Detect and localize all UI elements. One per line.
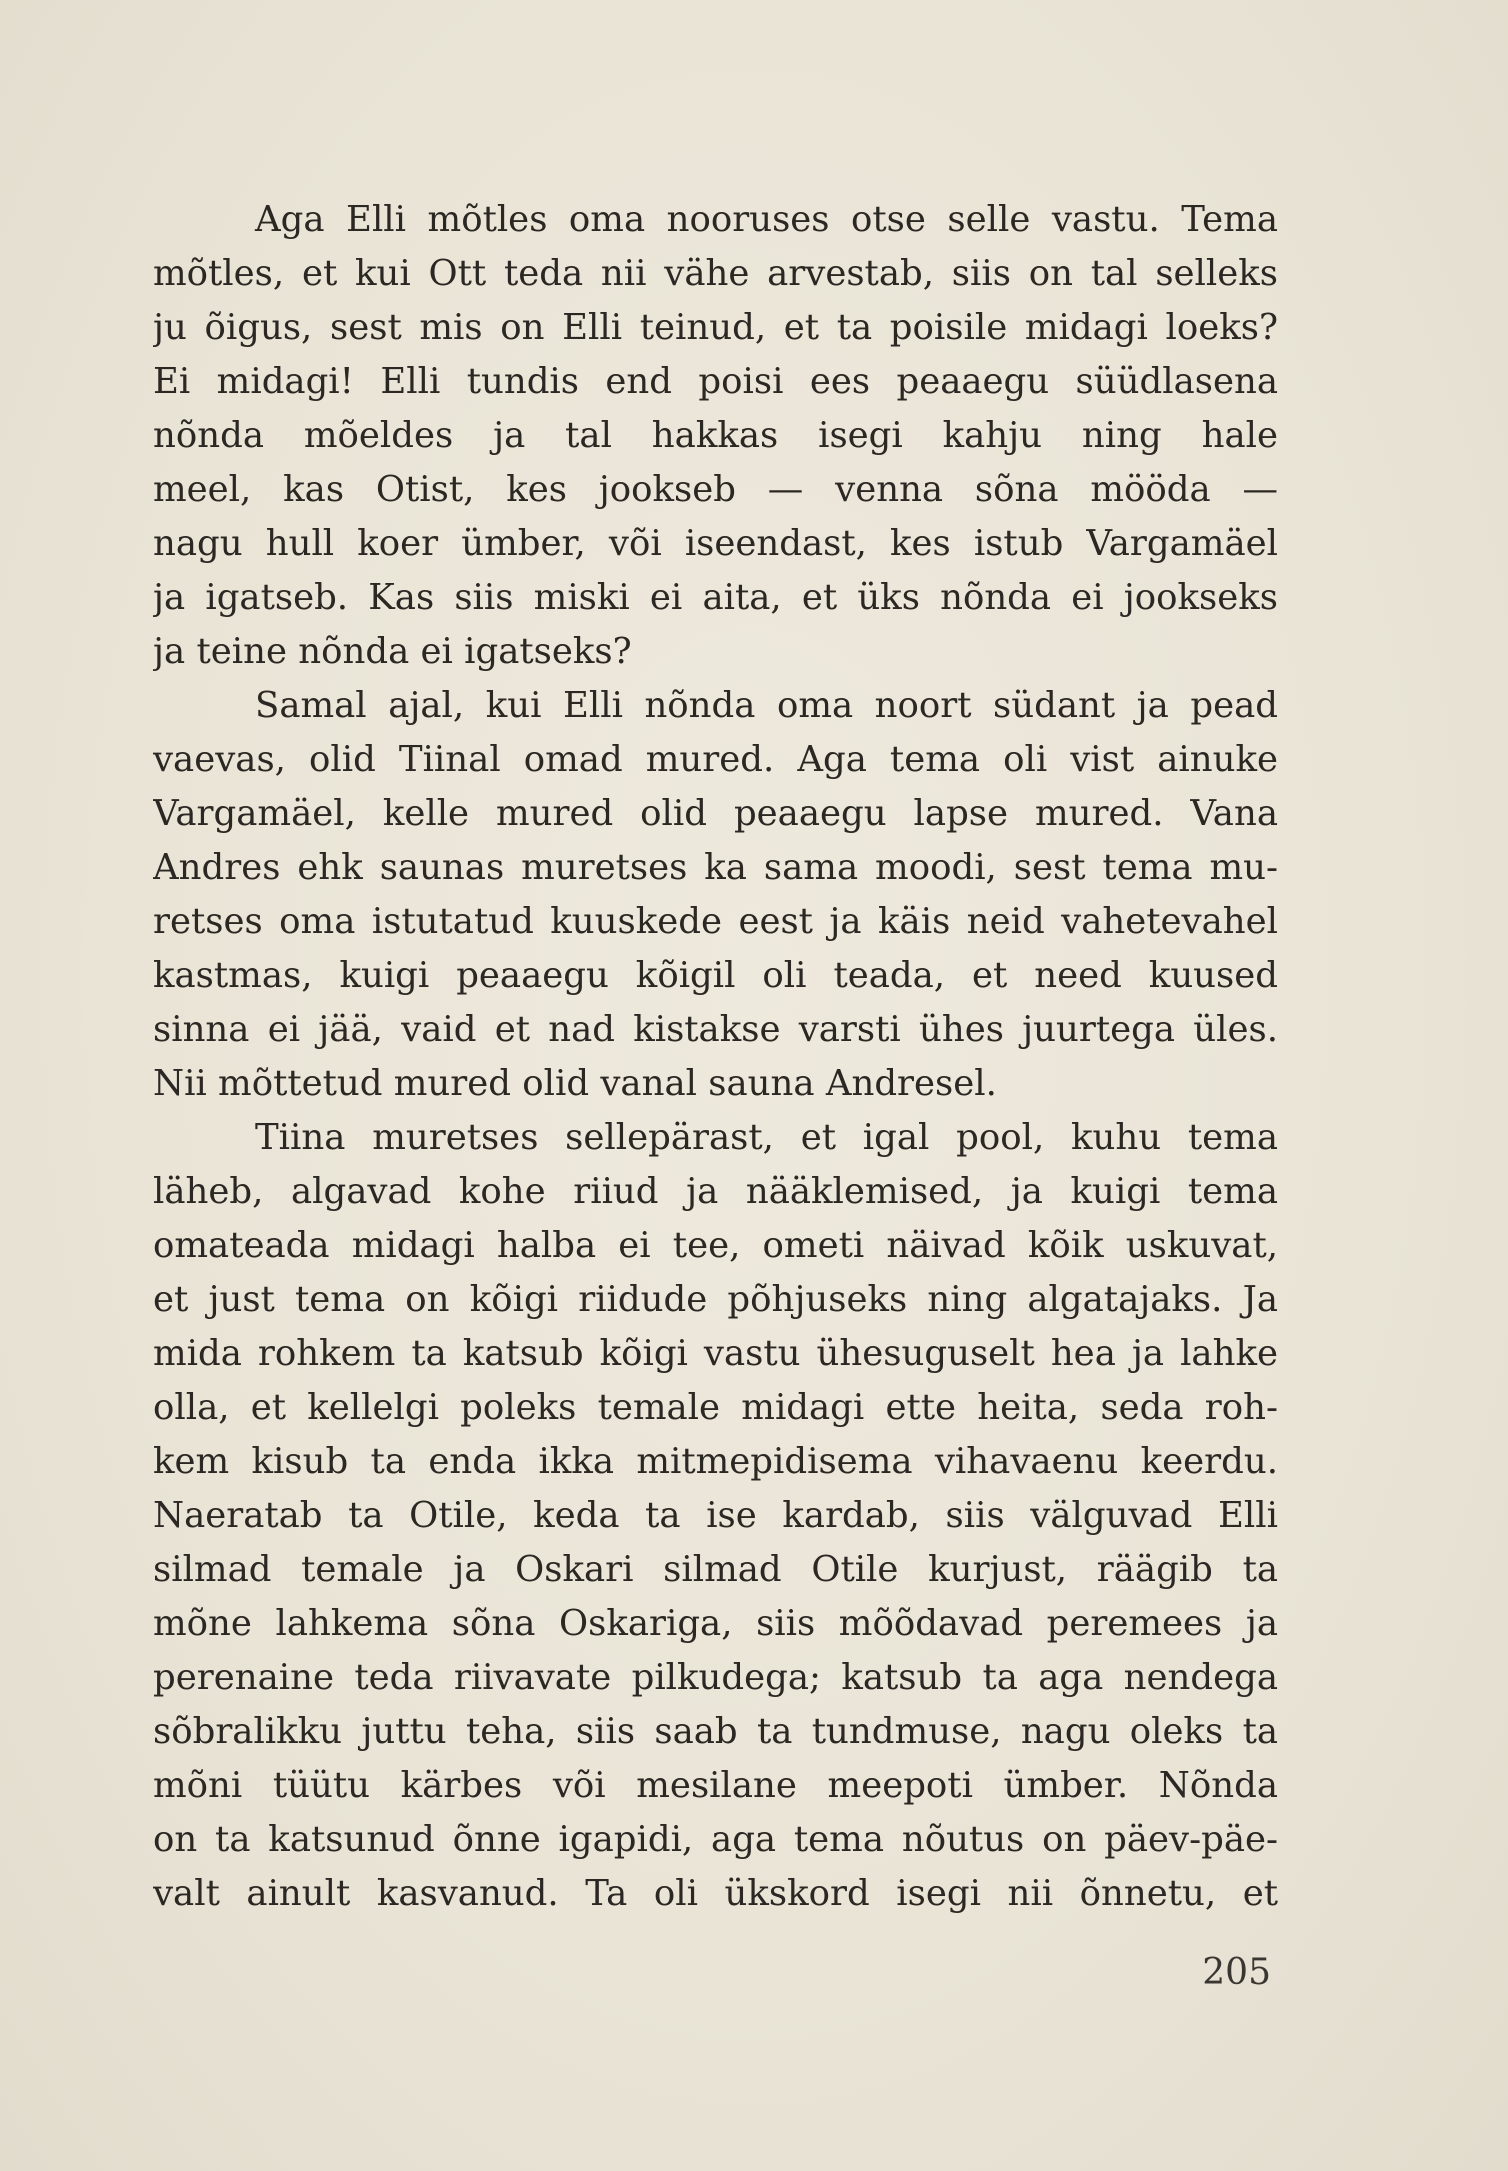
text-line: Nii mõttetud mured olid vanal sauna Andresel. — [153, 1063, 997, 1104]
page-number: 205 — [1202, 1952, 1271, 1993]
text-line: Ei midagi! Elli tundis end poisi ees peaaegu süüdlasena — [153, 361, 1278, 402]
text-line: Vargamäel, kelle mured olid peaaegu lapse mured. Vana — [153, 793, 1278, 834]
text-line: läheb, algavad kohe riiud ja nääklemised, ja kuigi tema — [153, 1171, 1278, 1212]
body-text — [153, 193, 1278, 1921]
text-line: et just tema on kõigi riidude põhjuseks ning algatajaks. Ja — [153, 1279, 1278, 1320]
text-line: omateada midagi halba ei tee, ometi näivad kõik uskuvat, — [153, 1225, 1278, 1266]
text-line: olla, et kellelgi poleks temale midagi ette heita, seda roh- — [153, 1387, 1278, 1428]
text-line: sinna ei jää, vaid et nad kistakse varsti ühes juurtega üles. — [153, 1009, 1278, 1050]
text-line: nagu hull koer ümber, või iseendast, kes istub Vargamäel — [153, 523, 1278, 564]
paragraph — [153, 1111, 1278, 1921]
text-line: Aga Elli mõtles oma nooruses otse selle vastu. Tema — [255, 199, 1278, 240]
text-line: Samal ajal, kui Elli nõnda oma noort südant ja pead — [255, 685, 1278, 726]
text-line: sõbralikku juttu teha, siis saab ta tundmuse, nagu oleks ta — [153, 1711, 1278, 1752]
text-line: meel, kas Otist, kes jookseb — venna sõna mööda — — [153, 469, 1278, 510]
text-line: mõtles, et kui Ott teda nii vähe arvestab, siis on tal selleks — [153, 253, 1278, 294]
text-line: Andres ehk saunas muretses ka sama moodi, sest tema mu- — [153, 847, 1278, 888]
text-line: Tiina muretses sellepärast, et igal pool, kuhu tema — [255, 1117, 1278, 1158]
text-line: mõne lahkema sõna Oskariga, siis mõõdavad peremees ja — [153, 1603, 1278, 1644]
text-line: kastmas, kuigi peaaegu kõigil oli teada, et need kuused — [153, 955, 1278, 996]
text-line: retses oma istutatud kuuskede eest ja käis neid vahetevahel — [153, 901, 1278, 942]
text-line: silmad temale ja Oskari silmad Otile kurjust, räägib ta — [153, 1549, 1278, 1590]
text-line: nõnda mõeldes ja tal hakkas isegi kahju ning hale — [153, 415, 1278, 456]
text-line: mõni tüütu kärbes või mesilane meepoti ümber. Nõnda — [153, 1765, 1278, 1806]
text-line: vaevas, olid Tiinal omad mured. Aga tema oli vist ainuke — [153, 739, 1278, 780]
paragraph — [153, 193, 1278, 679]
text-line: ja teine nõnda ei igatseks? — [153, 631, 632, 672]
text-line: on ta katsunud õnne igapidi, aga tema nõutus on päev-päe- — [153, 1819, 1278, 1860]
paragraph — [153, 679, 1278, 1111]
text-line: ju õigus, sest mis on Elli teinud, et ta poisile midagi loeks? — [153, 307, 1278, 348]
text-line: valt ainult kasvanud. Ta oli ükskord isegi nii õnnetu, et — [153, 1873, 1278, 1914]
text-line: ja igatseb. Kas siis miski ei aita, et üks nõnda ei jookseks — [153, 577, 1278, 618]
text-line: kem kisub ta enda ikka mitmepidisema vihavaenu keerdu. — [153, 1441, 1278, 1482]
text-line: Naeratab ta Otile, keda ta ise kardab, siis välguvad Elli — [153, 1495, 1278, 1536]
text-line: mida rohkem ta katsub kõigi vastu ühesuguselt hea ja lahke — [153, 1333, 1278, 1374]
text-line: perenaine teda riivavate pilkudega; katsub ta aga nendega — [153, 1657, 1278, 1698]
